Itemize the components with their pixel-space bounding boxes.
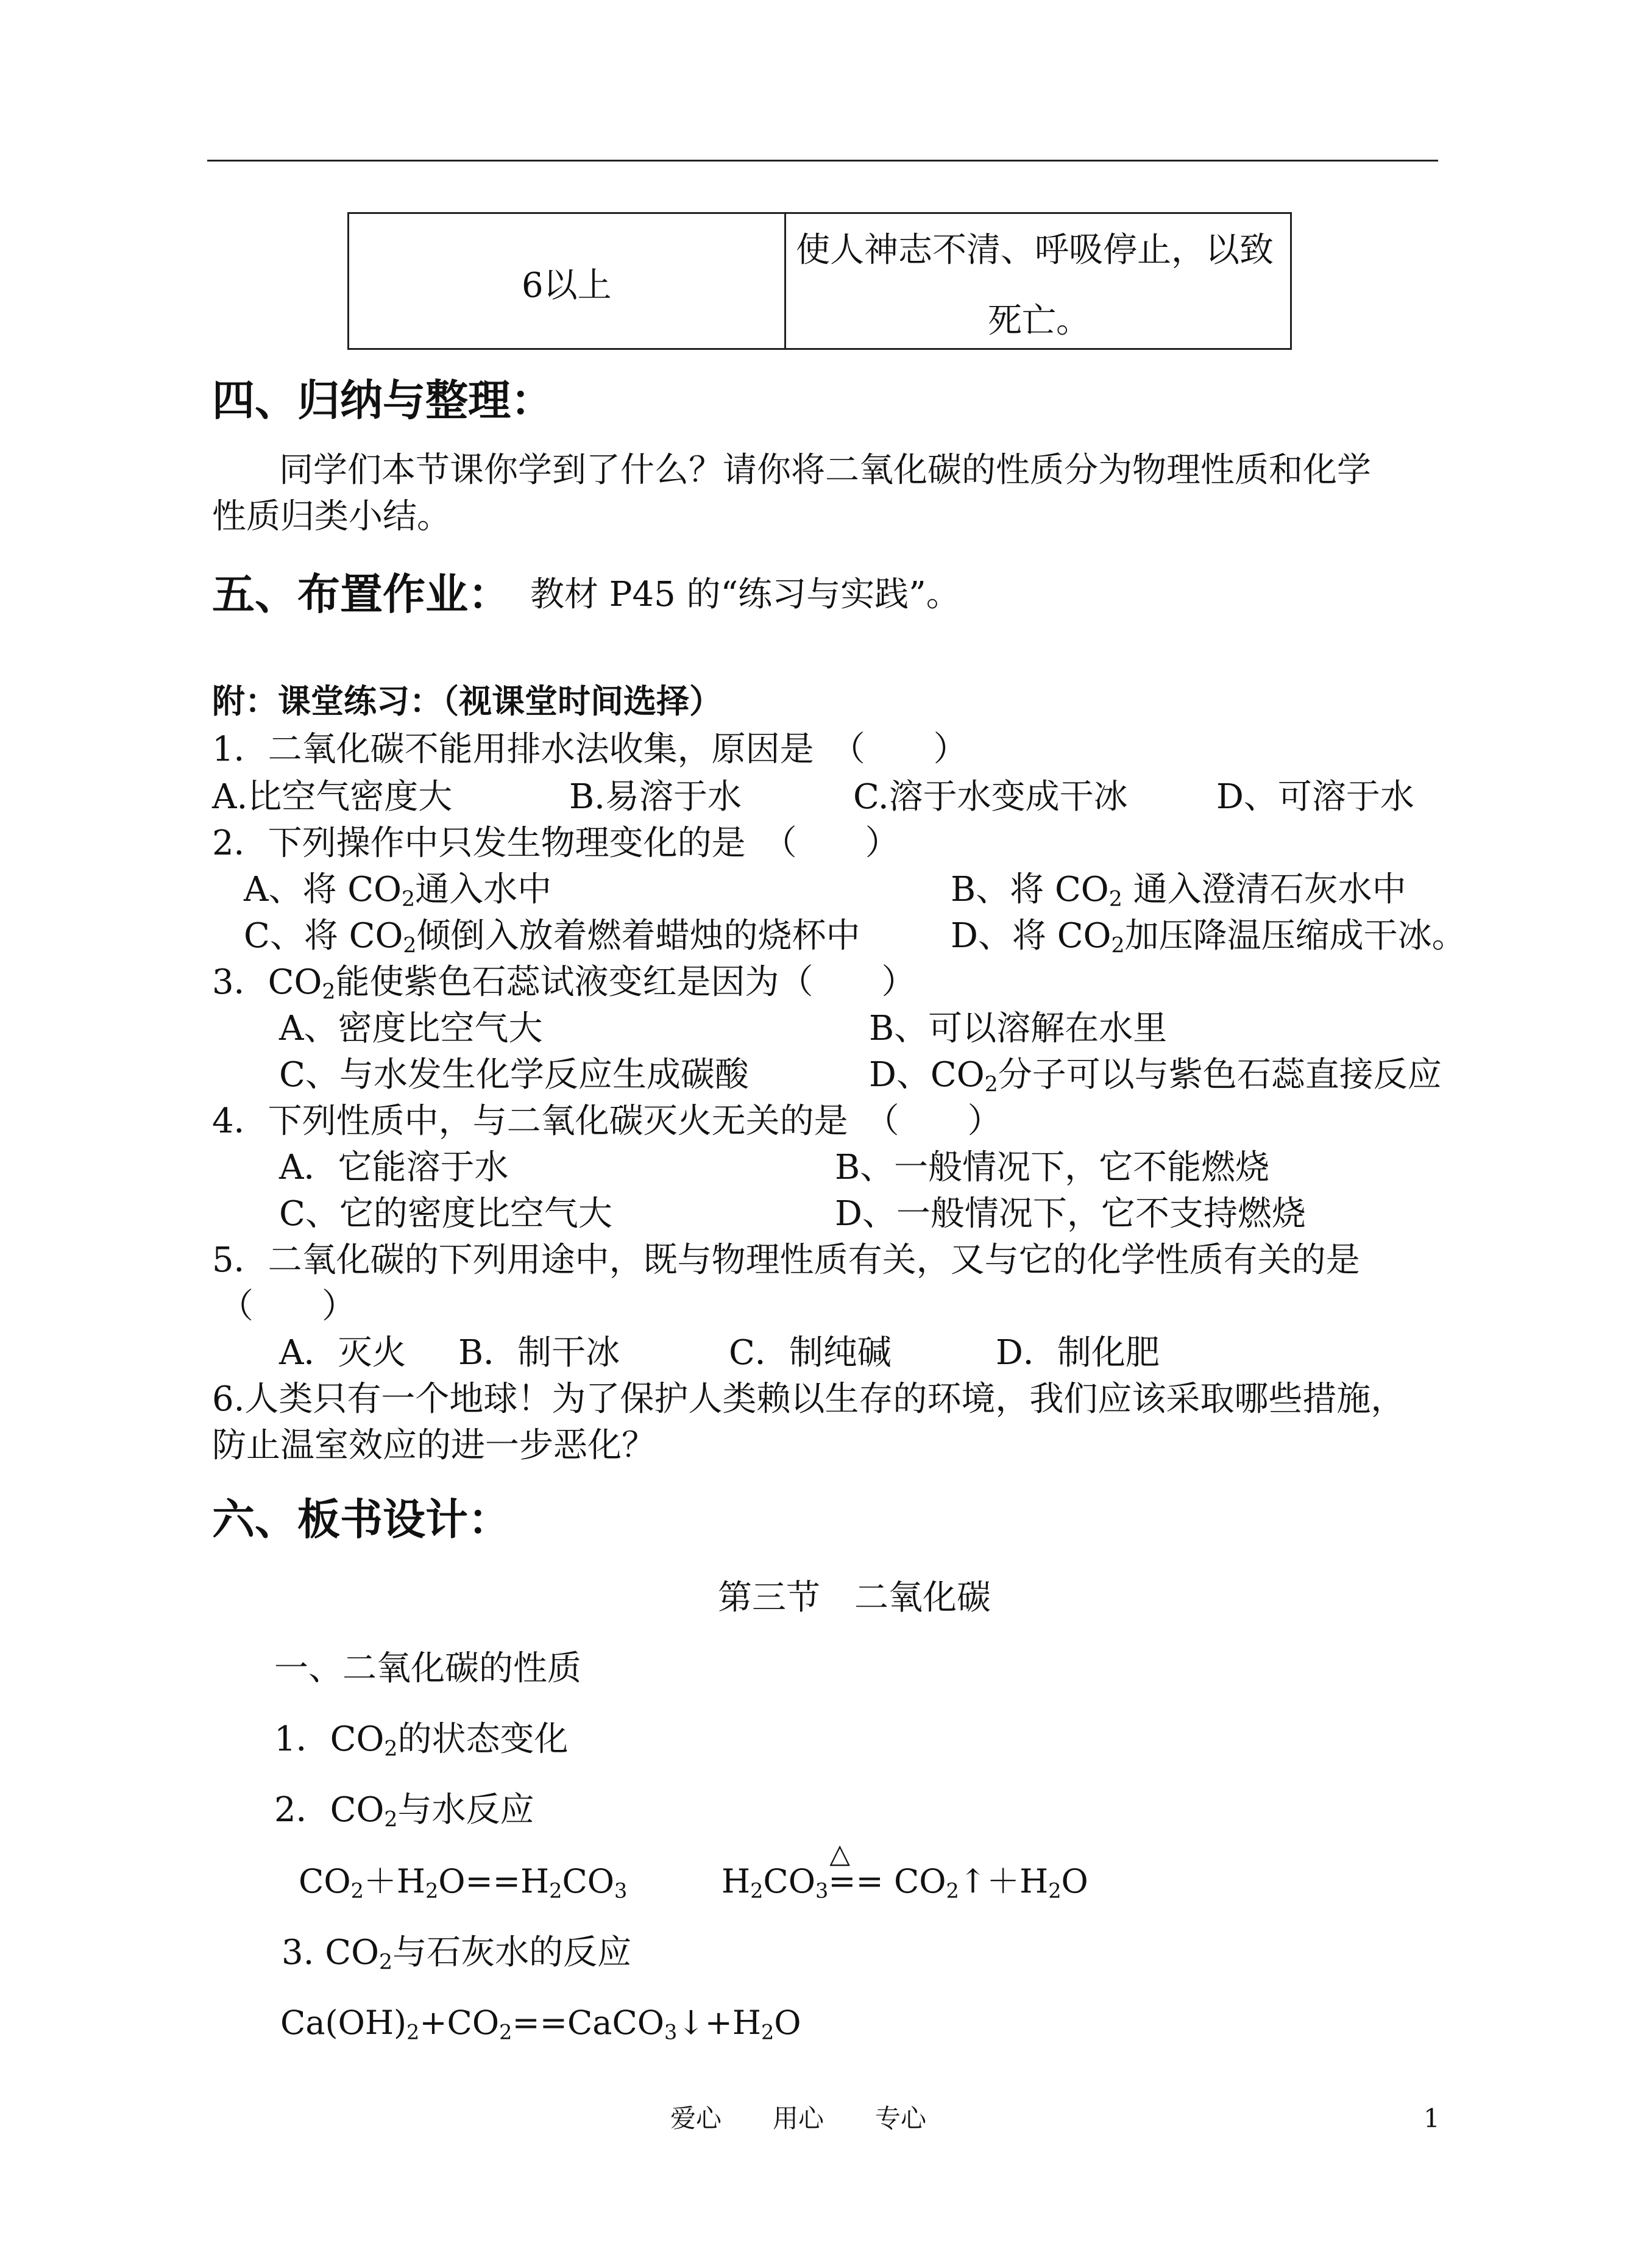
- q4-option-c: C、它的密度比空气大: [279, 1194, 612, 1234]
- q5-option-d: D．制化肥: [996, 1333, 1160, 1373]
- q4-option-b: B、一般情况下，它不能燃烧: [835, 1148, 1270, 1187]
- table-cell-effect-line1: 使人神志不清、呼吸停止，以致: [796, 230, 1274, 270]
- board-title: 第三节 二氧化碳: [718, 1578, 991, 1618]
- q5-stem-line2: （ ）: [219, 1287, 356, 1326]
- section6-heading: 六、板书设计：: [212, 1495, 511, 1545]
- q2-option-b: B、将 $CO_2$ 通入澄清石灰水中: [951, 870, 1406, 912]
- q3-option-c: C、与水发生化学反应生成碳酸: [279, 1055, 749, 1095]
- q6-line1: 6.人类只有一个地球！为了保护人类赖以生存的环境，我们应该采取哪些措施，: [212, 1379, 1405, 1419]
- section4-heading: 四、归纳与整理：: [212, 375, 553, 425]
- toxicity-table: [347, 212, 1292, 350]
- section4-paragraph-line2: 性质归类小结。: [212, 497, 451, 536]
- q5-option-c: C．制纯碱: [729, 1333, 892, 1373]
- q1-option-c: C.溶于水变成干冰: [853, 777, 1128, 817]
- section5-text: 教材 P45 的“练习与实践”。: [530, 575, 960, 614]
- q1-option-b: B.易溶于水: [569, 777, 742, 817]
- board-item-2: 2．$CO_2$与水反应: [274, 1790, 534, 1832]
- q5-option-a: A．灭火: [279, 1333, 406, 1373]
- page-number: 1: [1424, 2103, 1440, 2133]
- table-cell-concentration: 6以上: [522, 266, 612, 305]
- q2-option-a: A、将 $CO_2$通入水中: [244, 870, 552, 912]
- section4-paragraph-line1: 同学们本节课你学到了什么？请你将二氧化碳的性质分为物理性质和化学: [279, 450, 1371, 490]
- board-subtitle: 一、二氧化碳的性质: [274, 1649, 581, 1688]
- q3-stem: 3．$CO_2$能使紫色石蕊试液变红是因为（ ）: [212, 962, 916, 1004]
- board-item-1: 1．$CO_2$的状态变化: [274, 1719, 569, 1761]
- table-cell-effect-line2: 死亡。: [988, 301, 1090, 341]
- q5-stem-line1: 5．二氧化碳的下列用途中，既与物理性质有关，又与它的化学性质有关的是: [212, 1240, 1360, 1280]
- q2-option-c: C、将 $CO_2$倾倒入放着燃着蜡烛的烧杯中: [244, 916, 860, 958]
- heat-symbol: △: [829, 1838, 851, 1869]
- q4-option-d: D、一般情况下，它不支持燃烧: [835, 1194, 1306, 1234]
- q6-line2: 防止温室效应的进一步恶化？: [212, 1426, 656, 1465]
- header-rule: [207, 160, 1438, 162]
- equation-carbonic-acid-formation: $CO_2+H_2O==H_2CO_3$: [299, 1862, 628, 1903]
- exercises-title: 附：课堂练习：（视课堂时间选择）: [212, 682, 722, 720]
- board-item-3: 3. $CO_2$与石灰水的反应: [282, 1933, 632, 1975]
- table-divider: [784, 214, 786, 348]
- q5-option-b: B．制干冰: [458, 1333, 620, 1373]
- q2-option-d: D、将 $CO_2$加压降温压缩成干冰。: [951, 916, 1466, 958]
- section5-heading: 五、布置作业：: [212, 569, 511, 619]
- equation-limewater-reaction: $Ca(OH)_2+CO_2==CaCO_3↓+H_2O$: [280, 2003, 801, 2044]
- equation-carbonic-acid-decomposition: $H_2CO_3==$ △ $CO_2↑+H_2O$: [722, 1838, 1088, 1903]
- q1-stem: 1．二氧化碳不能用排水法收集，原因是 （ ）: [212, 730, 968, 769]
- q4-stem: 4．下列性质中，与二氧化碳灭火无关的是 （ ）: [212, 1101, 1002, 1141]
- q2-stem: 2．下列操作中只发生物理变化的是 （ ）: [212, 823, 899, 863]
- q3-option-a: A、密度比空气大: [279, 1009, 543, 1048]
- footer-motto: 爱心 用心 专心: [670, 2103, 927, 2133]
- q4-option-a: A．它能溶于水: [279, 1148, 509, 1187]
- q3-option-d: D、$CO_2$分子可以与紫色石蕊直接反应: [869, 1055, 1442, 1097]
- q3-option-b: B、可以溶解在水里: [869, 1009, 1168, 1048]
- q1-option-d: D、可溶于水: [1216, 777, 1414, 817]
- q1-option-a: A.比空气密度大: [212, 777, 453, 817]
